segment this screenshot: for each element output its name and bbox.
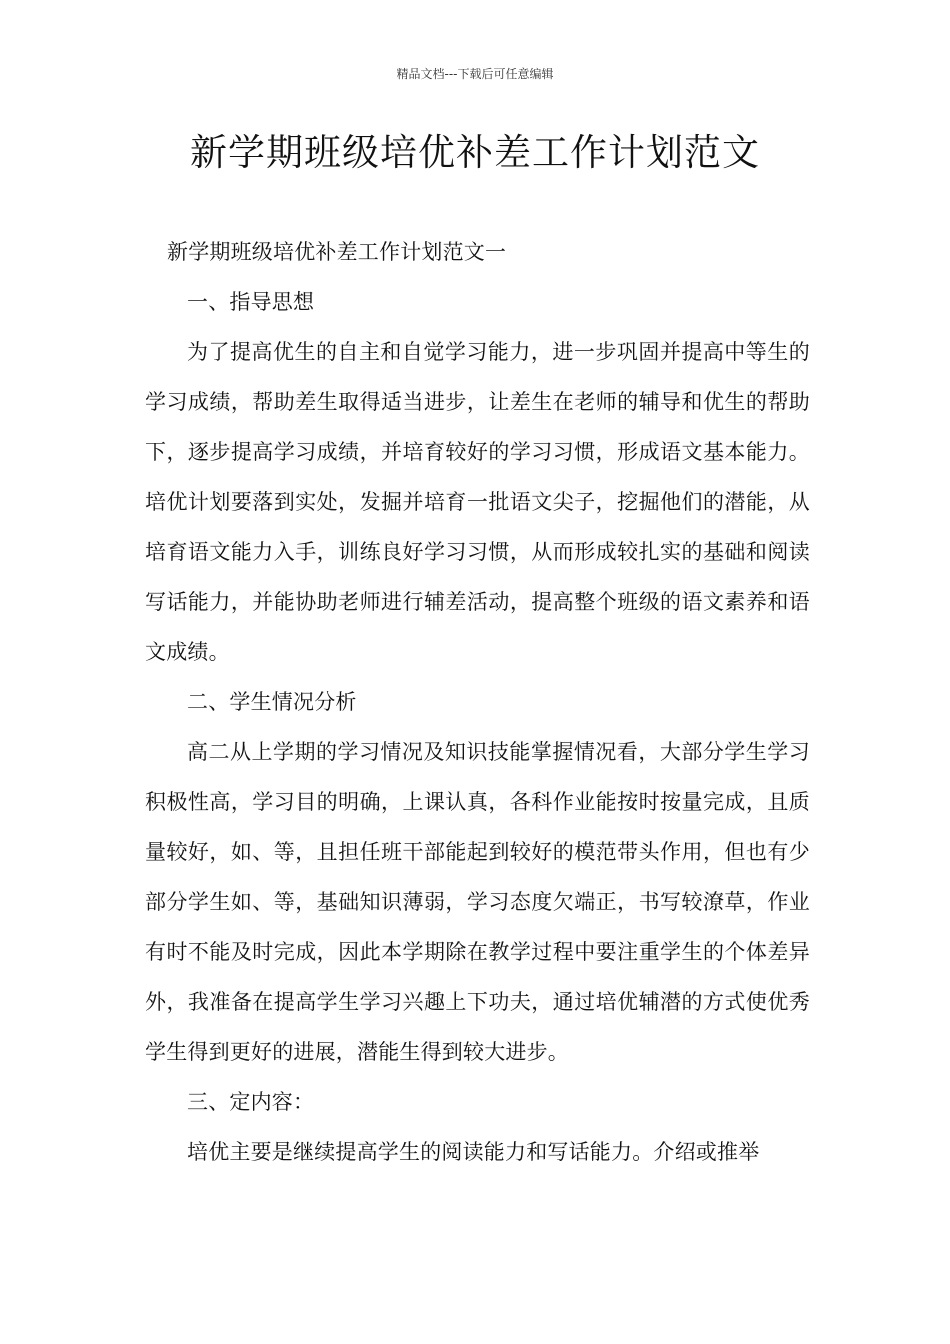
paragraph-content: 培优主要是继续提高学生的阅读能力和写话能力。介绍或推举 [187,1140,760,1164]
paragraph-guiding-thought: 为了提高优生的自主和自觉学习能力，进一步巩固并提高中等生的学习成绩，帮助差生取得适当进步，让差生在老师的辅导和优生的帮助下，逐步提高学习成绩，并培育较好的学习习惯，形成语文基本能力。培优计划要落到实处，发掘并培育一批语文尖子，挖掘他们的潜能，从培育语文能力入手，训练良好学习习惯，从而形成较扎实的基础和阅读写话能力，并能协助老师进行辅差活动，提高整个班级的语文素养和语文成绩。 [145,340,810,664]
section-heading-content: 三、定内容： [187,1090,315,1114]
section-heading-guiding-thought: 一、指导思想 [187,290,315,314]
document-body [145,227,810,1177]
paragraph-student-analysis: 高二从上学期的学习情况及知识技能掌握情况看，大部分学生学习积极性高，学习目的明确，上课认真，各科作业能按时按量完成，且质量较好，如、等，且担任班干部能起到较好的模范带头作用，但也有少部分学生如、等，基础知识薄弱，学习态度欠端正，书写较潦草，作业有时不能及时完成，因此本学期除在教学过程中要注重学生的个体差异外，我准备在提高学生学习兴趣上下功夫，通过培优辅潜的方式使优秀学生得到更好的进展，潜能生得到较大进步。 [145,740,810,1064]
header-note: 精品文档---下载后可任意编辑 [396,67,554,81]
section-heading-student-analysis: 二、学生情况分析 [187,690,357,714]
document-subtitle: 新学期班级培优补差工作计划范文一 [167,240,507,264]
document-title: 新学期班级培优补差工作计划范文 [190,131,760,174]
